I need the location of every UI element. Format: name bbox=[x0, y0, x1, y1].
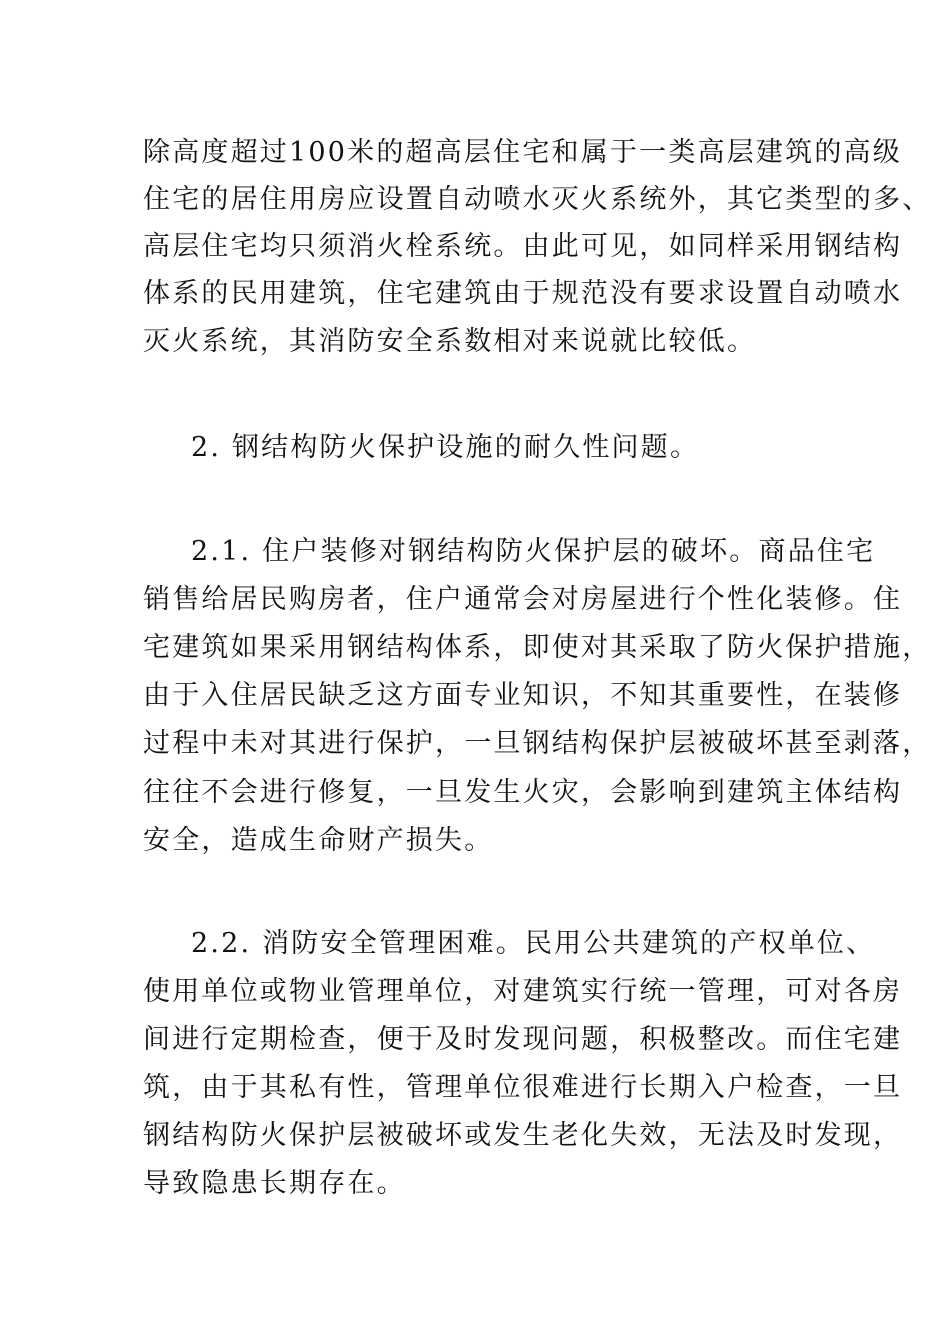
paragraph-4-line-4: 筑，由于其私有性，管理单位很难进行长期入户检查，一旦 bbox=[143, 1072, 903, 1103]
section-heading-2: 2. 钢结构防火保护设施的耐久性问题。 bbox=[191, 432, 700, 463]
paragraph-4-line-1: 2.2. 消防安全管理困难。民用公共建筑的产权单位、 bbox=[191, 928, 876, 959]
paragraph-4-line-2: 使用单位或物业管理单位，对建筑实行统一管理，可对各房 bbox=[143, 976, 903, 1007]
paragraph-3-line-5: 过程中未对其进行保护，一旦钢结构保护层被破坏甚至剥落， bbox=[143, 728, 932, 759]
paragraph-3-line-4: 由于入住居民缺乏这方面专业知识，不知其重要性，在装修 bbox=[143, 680, 903, 711]
paragraph-3-line-1: 2.1. 住户装修对钢结构防火保护层的破坏。商品住宅 bbox=[191, 536, 876, 567]
paragraph-1-line-3: 高层住宅均只须消火栓系统。由此可见，如同样采用钢结构 bbox=[143, 231, 903, 262]
paragraph-1-line-1: 除高度超过100米的超高层住宅和属于一类高层建筑的高级 bbox=[143, 137, 902, 168]
paragraph-4-line-5: 钢结构防火保护层被破坏或发生老化失效，无法及时发现， bbox=[143, 1120, 903, 1151]
paragraph-3-line-2: 销售给居民购房者，住户通常会对房屋进行个性化装修。住 bbox=[143, 584, 903, 615]
paragraph-1-line-4: 体系的民用建筑，住宅建筑由于规范没有要求设置自动喷水 bbox=[143, 278, 903, 309]
paragraph-3-line-7: 安全，造成生命财产损失。 bbox=[143, 825, 494, 856]
paragraph-4-line-3: 间进行定期检查，便于及时发现问题，积极整改。而住宅建 bbox=[143, 1024, 903, 1055]
paragraph-3-line-3: 宅建筑如果采用钢结构体系，即使对其采取了防火保护措施， bbox=[143, 632, 932, 663]
paragraph-1-line-2: 住宅的居住用房应设置自动喷水灭火系统外，其它类型的多、 bbox=[143, 184, 932, 215]
paragraph-1-line-5: 灭火系统，其消防安全系数相对来说就比较低。 bbox=[143, 326, 757, 357]
paragraph-3-line-6: 往往不会进行修复，一旦发生火灾，会影响到建筑主体结构 bbox=[143, 777, 903, 808]
paragraph-4-line-6: 导致隐患长期存在。 bbox=[143, 1168, 406, 1199]
